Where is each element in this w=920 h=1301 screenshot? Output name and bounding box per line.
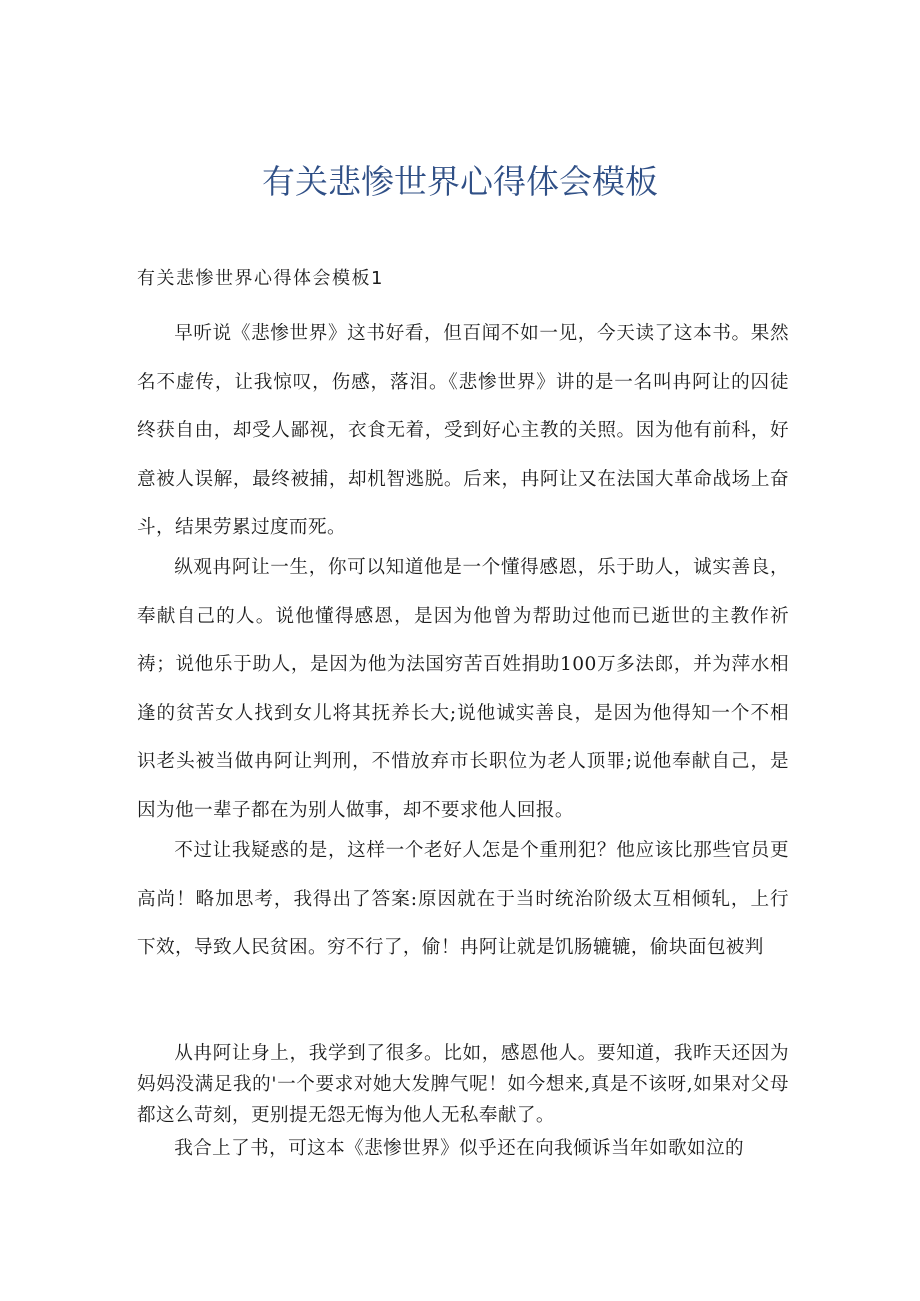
paragraph-4: 从冉阿让身上，我学到了很多。比如，感恩他人。要知道，我昨天还因为妈妈没满足我的'一个要求对她大发脾气呢！如今想来,真是不该呀,如果对父母都这么苛刻，更别提无怨无悔为他人无私奉献了。 [137, 1043, 789, 1126]
document-title: 有关悲惨世界心得体会模板 [262, 162, 658, 201]
paragraph-2: 纵观冉阿让一生，你可以知道他是一个懂得感恩，乐于助人，诚实善良，奉献自己的人。说他懂得感恩，是因为他曾为帮助过他而已逝世的主教作祈祷；说他乐于助人，是因为他为法国穷苦百姓捐助100万多法郎，并为萍水相逢的贫苦女人找到女儿将其抚养长大;说他诚实善良，是因为他得知一个不相识老头被当做冉阿让判刑，不惜放弃市长职位为老人顶罪;说他奉献自己，是因为他一辈子都在为别人做事，却不要求他人回报。 [137, 557, 789, 821]
paragraph-1: 早听说《悲惨世界》这书好看，但百闻不如一见，今天读了这本书。果然名不虚传，让我惊叹，伤感，落泪。《悲惨世界》讲的是一名叫冉阿让的囚徒终获自由，却受人鄙视，衣食无着，受到好心主教的关照。因为他有前科，好意被人误解，最终被捕，却机智逃脱。后来，冉阿让又在法国大革命战场上奋斗，结果劳累过度而死。 [137, 323, 789, 538]
paragraph-3: 不过让我疑惑的是，这样一个老好人怎是个重刑犯？他应该比那些官员更高尚！略加思考，我得出了答案:原因就在于当时统治阶级太互相倾轧，上行下效，导致人民贫困。穷不行了，偷！冉阿让就是饥肠辘辘，偷块面包被判 [137, 840, 789, 958]
paragraph-5: 我合上了书，可这本《悲惨世界》似乎还在向我倾诉当年如歌如泣的 [174, 1138, 745, 1159]
section-heading: 有关悲惨世界心得体会模板1 [137, 268, 384, 289]
